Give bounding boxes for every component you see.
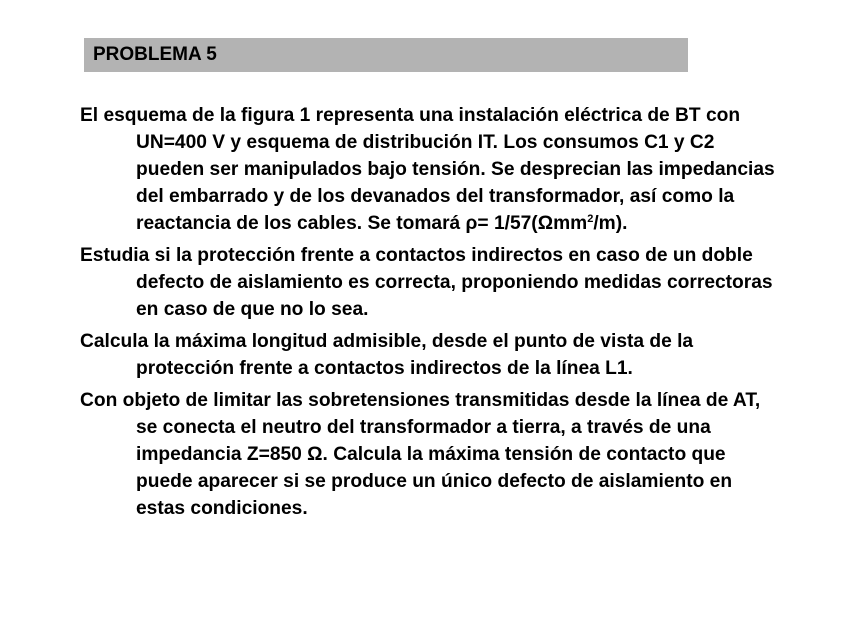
paragraph-question-1: Estudia si la protección frente a contactos indirectos en caso de un doble defecto de aislamiento es correcta, proponiendo medidas correctoras en caso de que no lo sea. [80, 245, 773, 320]
title-bar [84, 38, 688, 72]
paragraph-description-unit-end: /m). [593, 213, 628, 234]
superscript-exponent: 2 [587, 213, 594, 225]
paragraph-question-2: Calcula la máxima longitud admisible, desde el punto de vista de la protección frente a contactos indirectos de la línea L1. [80, 331, 694, 379]
paragraph-question-3: Con objeto de limitar las sobretensiones transmitidas desde la línea de AT, se conecta el neutro del transformador a tierra, a través de una impedancia Z=850 Ω. Calcula la máxima tensión de contacto que puede aparecer si se produce un único defecto de aislamiento en estas condiciones. [80, 390, 761, 519]
page-title: PROBLEMA 5 [93, 44, 217, 65]
paragraph-description [80, 102, 780, 237]
problem-statement [80, 102, 780, 527]
paragraph-description-text: El esquema de la figura 1 representa una instalación eléctrica de BT con UN=400 V y esquema de distribución IT. Los consumos C1 y C2 pueden ser manipulados bajo tensión. Se desprecian las impedancias del embarrado y de los devanados del transformador, así como la reactancia de los cables. Se tomará ρ= 1/57(Ωmm [80, 105, 775, 234]
